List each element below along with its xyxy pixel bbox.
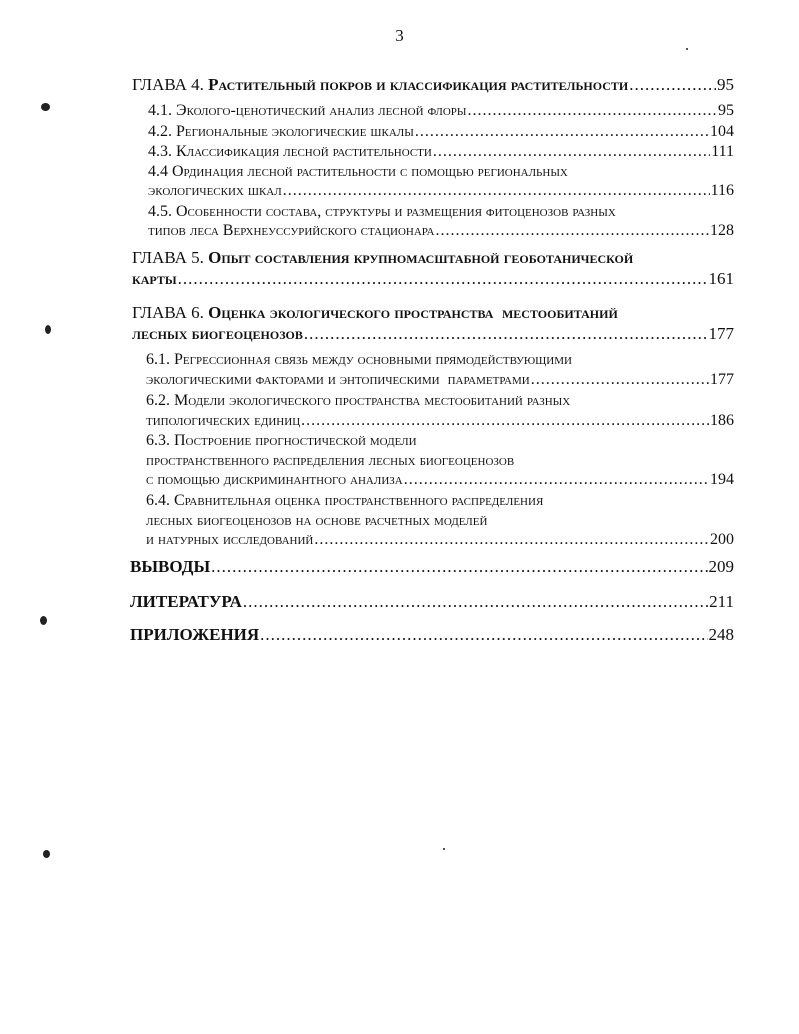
toc-entry-4-5-line-1[interactable]	[148, 202, 734, 222]
page-number: 3	[395, 26, 404, 45]
section-number: 4.2.	[148, 123, 172, 140]
chapter-title: Растительный покров и классификация растительности	[208, 75, 629, 94]
toc-entry-4-5-line-2[interactable]	[148, 221, 734, 241]
toc-entry-6-4-line-2[interactable]	[146, 511, 734, 531]
section-title: Особенности состава, структуры и размещения фитоценозов разных	[176, 203, 616, 220]
page-ref: 177	[708, 324, 734, 343]
section-title-cont: и натурных исследований	[146, 531, 314, 548]
toc-entry-chapter-6-line-2[interactable]	[132, 324, 734, 344]
section-title-cont: типов леса Верхнеуссурийского стационара	[148, 222, 435, 239]
dot-leader	[415, 122, 709, 142]
dot-leader	[531, 370, 709, 390]
page-ref: 104	[710, 123, 734, 140]
page-ref: 209	[708, 557, 734, 576]
page-ref: 200	[710, 531, 734, 548]
scan-speck	[686, 48, 688, 50]
chapter-label: ГЛАВА 6.	[132, 303, 204, 322]
dot-leader	[283, 181, 710, 201]
toc-entry-6-2-line-2[interactable]	[146, 411, 734, 431]
dot-leader	[404, 470, 709, 490]
toc-entry-4-2[interactable]	[148, 122, 734, 142]
section-title-cont: пространственного распределения лесных биогеоценозов	[146, 452, 515, 469]
chapter-label: ГЛАВА 5.	[132, 248, 204, 267]
section-number: 4.5.	[148, 203, 172, 220]
toc-entry-6-1-line-2[interactable]	[146, 370, 734, 390]
scan-speck	[43, 850, 50, 858]
dot-leader	[211, 557, 707, 577]
scan-speck	[40, 616, 47, 625]
toc-entry-chapter-6-line-1[interactable]	[132, 303, 734, 323]
section-title: Модели экологического пространства местообитаний разных	[174, 392, 571, 409]
toc-entry-chapter-5-line-1[interactable]	[132, 248, 734, 268]
dot-leader	[260, 625, 707, 645]
page-ref: 194	[710, 471, 734, 488]
section-title: Регрессионная связь между основными прямодействующими	[174, 351, 572, 368]
section-title-cont: экологических шкал	[148, 182, 282, 199]
scan-speck	[45, 325, 51, 334]
section-number: 4.1.	[148, 102, 172, 119]
section-number: 6.4.	[146, 492, 170, 509]
page-ref: 177	[710, 371, 734, 388]
toc-entry-4-3[interactable]	[148, 142, 734, 162]
toc-entry-4-4-line-1[interactable]	[148, 162, 734, 182]
page-ref: 186	[710, 412, 734, 429]
page-ref: 128	[710, 222, 734, 239]
dot-leader	[433, 142, 710, 162]
toc-entry-6-3-line-3[interactable]	[146, 470, 734, 490]
scan-speck	[443, 848, 445, 850]
page-ref: 248	[708, 625, 734, 644]
dot-leader	[314, 530, 709, 550]
section-title-cont: лесных биогеоценозов на основе расчетных моделей	[146, 512, 488, 529]
toc-entry-6-1-line-1[interactable]	[146, 350, 734, 370]
scan-speck	[41, 103, 50, 111]
dot-leader	[243, 592, 708, 612]
toc-entry-6-3-line-1[interactable]	[146, 431, 734, 451]
page-ref: 116	[710, 182, 734, 199]
section-title: Построение прогностической модели	[174, 432, 417, 449]
section-number: 6.2.	[146, 392, 170, 409]
section-number: 6.1.	[146, 351, 170, 368]
toc-entry-6-4-line-1[interactable]	[146, 491, 734, 511]
entry-title: ВЫВОДЫ	[130, 557, 211, 576]
entry-title: ПРИЛОЖЕНИЯ	[130, 625, 260, 644]
chapter-title: Оценка экологического пространства местообитаний	[208, 303, 618, 322]
entry-title: ЛИТЕРАТУРА	[130, 592, 242, 611]
section-title: Ординация лесной растительности с помощью региональных	[172, 163, 568, 180]
section-title-cont: с помощью дискриминантного анализа	[146, 471, 403, 488]
section-number: 4.4	[148, 163, 168, 180]
toc-entry-6-4-line-3[interactable]	[146, 530, 734, 550]
page-ref: 161	[708, 269, 734, 288]
toc-entry-appendices[interactable]	[130, 625, 734, 645]
toc-entry-6-3-line-2[interactable]	[146, 451, 734, 471]
section-title-cont: типологических единиц	[146, 412, 301, 429]
chapter-title-cont: лесных биогеоценозов	[132, 324, 303, 343]
section-title-cont: экологическими факторами и энтопическими параметрами	[146, 371, 530, 388]
section-number: 4.3.	[148, 143, 172, 160]
dot-leader	[468, 101, 718, 121]
chapter-title: Опыт составления крупномасштабной геоботанической	[208, 248, 634, 267]
toc-entry-chapter-4[interactable]	[132, 75, 734, 95]
section-title: Классификация лесной растительности	[176, 143, 432, 160]
toc-entry-literature[interactable]	[130, 592, 734, 612]
toc-entry-conclusions[interactable]	[130, 557, 734, 577]
section-title: Региональные экологические шкалы	[176, 123, 414, 140]
toc-entry-4-4-line-2[interactable]	[148, 181, 734, 201]
dot-leader	[435, 221, 709, 241]
section-title: Сравнительная оценка пространственного распределения	[174, 492, 544, 509]
page-ref: 95	[718, 102, 734, 119]
toc-entry-4-1[interactable]	[148, 101, 734, 121]
dot-leader	[178, 269, 708, 289]
toc-entry-6-2-line-1[interactable]	[146, 391, 734, 411]
dot-leader	[629, 75, 716, 95]
section-title: Эколого-ценотический анализ лесной флоры	[176, 102, 467, 119]
dot-leader	[304, 324, 708, 344]
page-ref: 111	[711, 143, 734, 160]
toc-entry-chapter-5-line-2[interactable]	[132, 269, 734, 289]
section-number: 6.3.	[146, 432, 170, 449]
chapter-title-cont: карты	[132, 269, 177, 288]
page-ref: 95	[717, 75, 734, 94]
page-ref: 211	[709, 592, 734, 611]
dot-leader	[301, 411, 709, 431]
chapter-label: ГЛАВА 4.	[132, 75, 204, 94]
